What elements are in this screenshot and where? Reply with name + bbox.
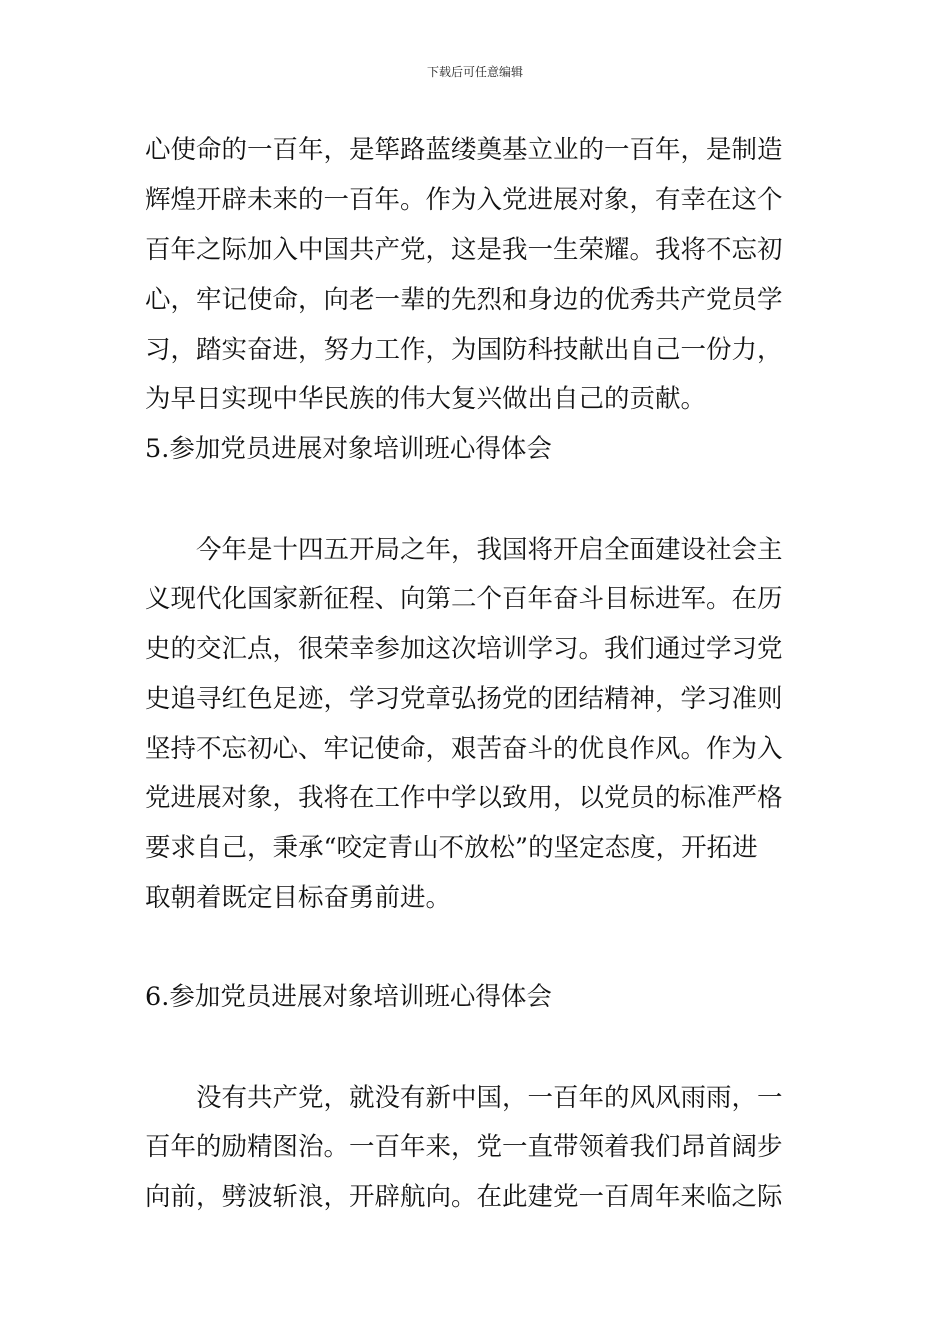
section-heading: 5.参加党员进展对象培训班心得体会 (145, 434, 552, 464)
paragraph-line: 取朝着既定目标奋勇前进。 (145, 883, 452, 913)
paragraph-line: 党进展对象，我将在工作中学以致用，以党员的标准严格 (145, 783, 783, 813)
paragraph-line: 义现代化国家新征程、向第二个百年奋斗目标进军。在历 (145, 584, 783, 614)
paragraph-line: 向前，劈波斩浪，开辟航向。在此建党一百周年来临之际 (145, 1182, 783, 1212)
section-heading: 6.参加党员进展对象培训班心得体会 (145, 982, 552, 1012)
paragraph-line: 辉煌开辟未来的一百年。作为入党进展对象，有幸在这个 (145, 185, 783, 215)
page-header: 下载后可任意编辑 (426, 65, 523, 79)
paragraph-line: 为早日实现中华民族的伟大复兴做出自己的贡献。 (145, 384, 707, 414)
paragraph-line: 心使命的一百年，是筚路蓝缕奠基立业的一百年，是制造 (145, 135, 783, 165)
paragraph-line: 史追寻红色足迹，学习党章弘扬党的团结精神，学习准则 (145, 684, 783, 714)
paragraph-line: 百年的励精图治。一百年来，党一直带领着我们昂首阔步 (145, 1132, 783, 1162)
paragraph-line: 史的交汇点，很荣幸参加这次培训学习。我们通过学习党 (145, 634, 783, 664)
paragraph-line: 没有共产党，就没有新中国，一百年的风风雨雨，一 (196, 1083, 783, 1113)
paragraph-line: 今年是十四五开局之年，我国将开启全面建设社会主 (196, 535, 783, 565)
paragraph-line: 心，牢记使命，向老一辈的先烈和身边的优秀共产党员学 (145, 285, 783, 315)
paragraph-line: 要求自己，秉承“咬定青山不放松”的坚定态度，开拓进 (145, 833, 758, 863)
paragraph-line: 百年之际加入中国共产党，这是我一生荣耀。我将不忘初 (145, 235, 783, 265)
paragraph-line: 习，踏实奋进，努力工作，为国防科技献出自己一份力， (145, 335, 783, 365)
paragraph-line: 坚持不忘初心、牢记使命，艰苦奋斗的优良作风。作为入 (145, 734, 783, 764)
